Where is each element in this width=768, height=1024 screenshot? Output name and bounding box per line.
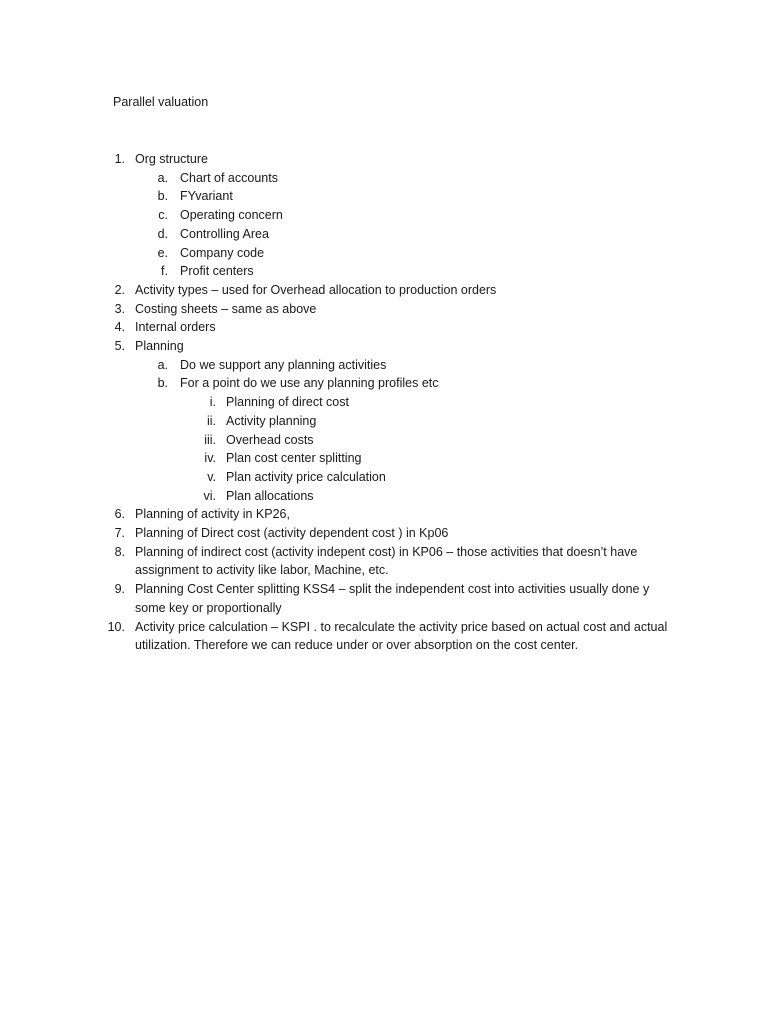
list-item-9: [0, 580, 768, 617]
list-number: vi.: [203, 488, 216, 503]
list-item-5a: [0, 356, 768, 375]
list-item-10: [0, 618, 768, 655]
list-number: d.: [157, 226, 168, 241]
list-number: 6.: [114, 507, 125, 522]
list-text: Planning of indirect cost (activity indepent cost) in KP06 – those activities that doesn’t have assignment to activity like labor, Machine, etc.: [135, 544, 638, 578]
list-text: Internal orders: [135, 320, 216, 335]
list-item-1f: [0, 262, 768, 281]
document-title: Parallel valuation: [113, 95, 209, 109]
list-text: Plan cost center splitting: [226, 451, 362, 466]
list-text: Company code: [180, 245, 265, 260]
list-number: b.: [157, 376, 168, 391]
list-number: 10.: [107, 619, 125, 634]
list-item-3: [0, 300, 768, 319]
list-item-5b-v: [0, 468, 768, 487]
list-number: 7.: [114, 526, 125, 541]
list-item-5b-ii: [0, 412, 768, 431]
list-item-1c: [0, 206, 768, 225]
list-item-1a: [0, 169, 768, 188]
list-number: 8.: [114, 544, 125, 559]
list-text: Chart of accounts: [180, 170, 278, 185]
list-number: 5.: [114, 339, 125, 354]
list-number: a.: [157, 170, 168, 185]
list-text: Planning Cost Center splitting KSS4 – split the independent cost into activities usually done y some key or proportionally: [135, 582, 650, 615]
list-item-1e: [0, 244, 768, 263]
list-number: b.: [157, 189, 168, 204]
list-text: FYvariant: [180, 189, 233, 204]
list-text: Activity price calculation – KSPI . to recalculate the activity price based on actual cost and actual utilization. Therefore we can reduce under or over absorption on the cost center.: [135, 619, 668, 653]
list-number: c.: [158, 208, 168, 223]
list-number: iv.: [204, 451, 216, 466]
list-number: 1.: [114, 152, 125, 166]
list-item-2: [0, 281, 768, 300]
list-text: Planning: [135, 339, 184, 354]
list-item-5b-vi: [0, 487, 768, 506]
list-item-1: [0, 150, 768, 169]
list-text: Activity planning: [226, 413, 317, 428]
list-text: For a point do we use any planning profiles etc: [180, 376, 439, 391]
list-text: Org structure: [135, 152, 208, 166]
list-number: iii.: [204, 432, 216, 447]
list-item-4: [0, 318, 768, 337]
list-item-1d: [0, 225, 768, 244]
list-item-6: [0, 505, 768, 524]
list-number: 9.: [114, 582, 125, 597]
list-item-5b-i: [0, 393, 768, 412]
list-number: ii.: [206, 413, 216, 428]
list-text: Operating concern: [180, 208, 283, 223]
list-text: Planning of Direct cost (activity dependent cost ) in Kp06: [135, 526, 449, 541]
list-text: Controlling Area: [180, 226, 269, 241]
list-number: i.: [209, 395, 216, 410]
list-text: Costing sheets – same as above: [135, 301, 317, 316]
list-item-5b: [0, 374, 768, 393]
list-text: Plan allocations: [226, 488, 314, 503]
list-number: 4.: [114, 320, 125, 335]
list-item-5b-iv: [0, 449, 768, 468]
list-item-5b-iii: [0, 431, 768, 450]
list-item-1b: [0, 187, 768, 206]
list-item-7: [0, 524, 768, 543]
list-text: Do we support any planning activities: [180, 357, 387, 372]
list-item-5: [0, 337, 768, 356]
list-text: Planning of direct cost: [226, 395, 349, 410]
list-number: f.: [161, 264, 168, 279]
list-text: Profit centers: [180, 264, 254, 279]
list-text: Activity types – used for Overhead allocation to production orders: [135, 282, 497, 297]
list-text: Overhead costs: [226, 432, 314, 447]
list-number: 3.: [114, 301, 125, 316]
list-text: Planning of activity in KP26,: [135, 507, 290, 522]
list-item-8: [0, 543, 768, 580]
list-number: a.: [157, 357, 168, 372]
list-text: Plan activity price calculation: [226, 469, 386, 484]
list-number: 2.: [114, 282, 125, 297]
outline-list: [0, 150, 768, 655]
list-number: e.: [157, 245, 168, 260]
list-number: v.: [207, 469, 216, 484]
